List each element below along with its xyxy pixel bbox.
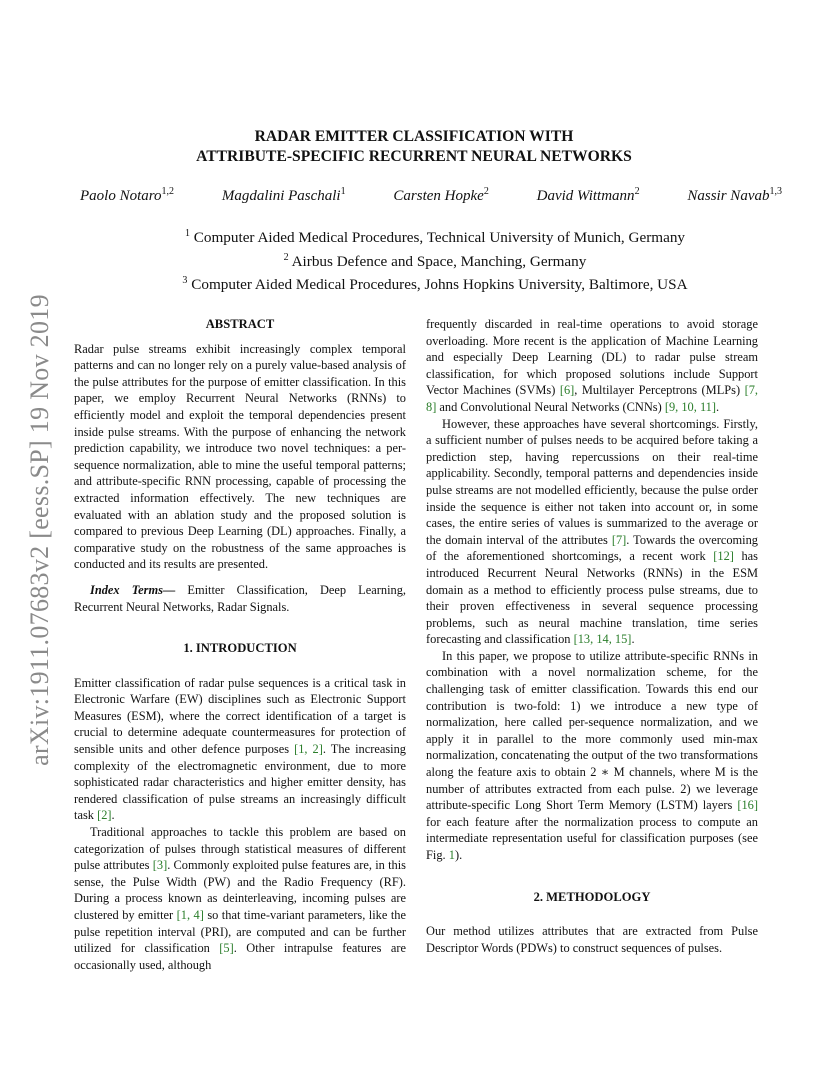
arxiv-identifier-stamp [22,280,58,780]
citation-link[interactable]: [9, 10, 11] [664,399,717,414]
affiliation-list [110,224,760,295]
citation-link[interactable]: [7] [611,532,627,547]
citation-link[interactable]: [13, 14, 15] [573,632,632,647]
introduction-heading: 1. INTRODUCTION [183,641,297,656]
affiliation: $^3$ Computer Aided Medical Procedures, Johns Hopkins University, Baltimore, USA [182,275,688,294]
citation-link[interactable]: [2] [97,808,112,823]
citation-link[interactable]: [16] [737,798,758,813]
citation-link[interactable]: [1, 4] [176,908,204,922]
abstract-text: Radar pulse streams exhibit increasingly complex temporal patterns and can no longer rely on a purely value-based analysis of the pulse attributes for the purpose of emitter classification. In this paper, we employ Recurrent Neural Networks (RNNs) to efficiently model and exploit the temporal dependencies present inside pulse streams. With the purpose of enhancing the network prediction capability, we introduce two novel techniques: a per-sequence normalization, able to mine the useful temporal patterns; and attribute-specific RNN processing, capable of processing the extracted information effectively. The new techniques are evaluated with an ablation study and the proposed solution is compared to previous Deep Learning (DL) approaches. Finally, a comparative study on the robustness of the same approaches is conducted and its results are presented. [74,341,406,572]
right-column [426,316,758,956]
author: Magdalini Paschali$^1$ [221,186,346,204]
title-line-2: ATTRIBUTE-SPECIFIC RECURRENT NEURAL NETWORKS [196,148,632,165]
author: David Wittmann$^2$ [536,186,640,204]
figure-link[interactable]: 1 [448,848,455,862]
author: Nassir Navab$^{1,3}$ [687,186,782,204]
left-column [74,316,406,973]
intro-paragraph-4: However, these approaches have several shortcomings. Firstly, a sufficient number of pulses needs to be acquired before taking a prediction step, having repercussions on their real-time applicability. Secondly, temporal patterns and dependencies inside pulse streams are not modelled efficiently, because the pulse order inside the sequence is either not taken into account or, in some cases, the entire series of values is summarized to the average or the domain interval of the attributes [7]. Towards the overcoming of the aforementioned shortcomings, a recent work [12] has introduced Recurrent Neural Networks (RNNs) in the ESM domain as a method to efficiently process pulse streams, due to their proven effectiveness in several sequence processing problems, such as neural machine translation, time series forecasting and classification [13, 14, 15]. [426,416,758,647]
methodology-paragraph-1: Our method utilizes attributes that are extracted from Pulse Descriptor Words (PDWs) to construct sequences of pulses. [426,924,758,955]
citation-link[interactable]: [6] [559,383,575,398]
title-line-1: RADAR EMITTER CLASSIFICATION WITH [254,128,574,145]
intro-paragraph-5: In this paper, we propose to utilize attribute-specific RNNs in combination with a novel normalization scheme, for the challenging task of emitter classification. Towards this end our contribution is two-fold: 1) we introduce a new type of normalization, here called per-sequence normalization, and we apply it in parallel to the more commonly used min-max normalization, concatenating the output of the two transformations along the feature axis to obtain 2 ∗ M channels, where M is the number of attributes extracted from each pulse. 2) we leverage attribute-specific Long Short Term Memory (LSTM) layers [16] for each feature after the normalization process to compute an intermediate representation useful for classification purposes (see Fig. 1). [426,648,758,862]
citation-link[interactable]: [5] [219,941,234,956]
citation-link[interactable]: [3] [152,858,168,873]
index-terms [74,582,406,615]
paper-title [150,127,678,167]
intro-paragraph-3: frequently discarded in real-time operations to avoid storage overloading. More recent is the application of Machine Learning and especially Deep Learning (DL) to radar pulse stream classification, for which proposed solutions include Support Vector Machines (SVMs) [6], Multilayer Perceptrons (MLPs) [7, 8] and Convolutional Neural Networks (CNNs) [9, 10, 11]. [426,317,758,414]
affiliation: $^2$ Airbus Defence and Space, Manching, Germany [283,251,587,270]
author-list [80,186,782,205]
affiliation: $^1$ Computer Aided Medical Procedures, Technical University of Munich, Germany [184,228,686,247]
methodology-heading: 2. METHODOLOGY [533,889,651,904]
citation-link[interactable]: [7, 8] [426,383,758,414]
arxiv-identifier: arXiv:1911.07683v2 [eess.SP] 19 Nov 2019 [25,294,54,766]
intro-paragraph-1: Emitter classification of radar pulse sequences is a critical task in Electronic Warfare (EW) disciplines such as Electronic Support Measures (ESM), where the correct identification of a target is crucial to determine adequate countermeasures for protection of sensible units and other defence purposes [1, 2]. The increasing complexity of the electromagnetic environment, due to more sophisticated radar characteristics and higher emitter density, has rendered classification of pulse streams an increasingly difficult task [2]. [74,675,406,823]
citation-link[interactable]: [12] [713,549,734,564]
index-terms-text: Emitter Classification, Deep Learning, Recurrent Neural Networks, Radar Signals. [74,582,406,614]
author: Carsten Hopke$^2$ [393,186,489,204]
abstract-heading: ABSTRACT [205,317,275,331]
author: Paolo Notaro$^{1,2}$ [80,186,175,204]
citation-link[interactable]: [1, 2] [294,742,323,757]
intro-paragraph-2: Traditional approaches to tackle this problem are based on categorization of pulses through statistical measures of different pulse attributes [3]. Commonly exploited pulse features are, in this sense, the Pulse Width (PW) and the Radio Frequency (RF). During a process known as deinterleaving, incoming pulses are clustered by emitter [1, 4] so that time-variant parameters, like the pulse repetition interval (PRI), are computed and can be further utilized for classification [5]. Other intrapulse features are occasionally used, although [74,825,406,972]
index-terms-label: Index Terms— [90,582,176,597]
